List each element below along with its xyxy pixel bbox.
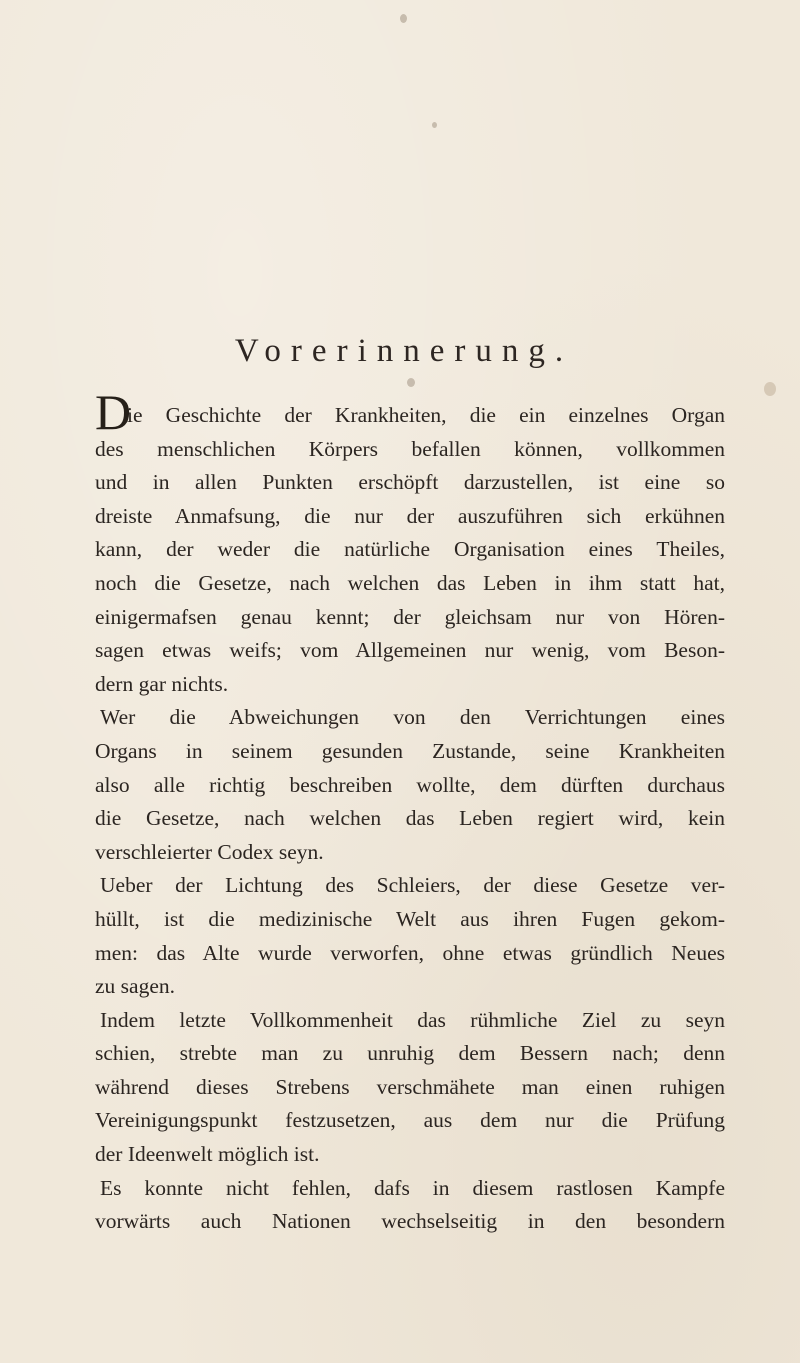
text-line: schien, strebte man zu unruhig dem Bessern nach; denn [95, 1041, 725, 1066]
text-line: einigermafsen genau kennt; der gleichsam nur von Hören- [95, 604, 725, 629]
text-line: während dieses Strebens verschmähete man einen ruhigen [95, 1074, 725, 1099]
text-line: Es konnte nicht fehlen, dafs in diesem rastlosen Kampfe [100, 1175, 725, 1200]
paper-stain [407, 378, 415, 387]
text-line: Indem letzte Vollkommenheit das rühmliche Ziel zu seyn [100, 1007, 725, 1032]
text-line: also alle richtig beschreiben wollte, dem dürften durchaus [95, 772, 725, 797]
text-line: des menschlichen Körpers befallen können, vollkommen [95, 436, 725, 461]
body-text [95, 384, 725, 1239]
text-line: Organs in seinem gesunden Zustande, seine Krankheiten [95, 738, 725, 763]
paper-stain [432, 122, 437, 128]
text-line: und in allen Punkten erschöpft darzustellen, ist eine so [95, 470, 725, 495]
text-line: dern gar nichts. [95, 671, 229, 696]
text-line [95, 384, 725, 440]
text-line: kann, der weder die natürliche Organisation eines Theiles, [95, 537, 725, 562]
text-line: verschleierter Codex seyn. [95, 839, 324, 864]
text-line: zu sagen. [95, 974, 175, 999]
text-line: der Ideenwelt möglich ist. [95, 1142, 320, 1167]
text-line: dreiste Anmafsung, die nur der auszuführen sich erkühnen [95, 503, 725, 528]
line-text: ie Geschichte der Krankheiten, die ein einzelnes Organ [127, 403, 725, 427]
paper-stain [764, 382, 776, 396]
page-title: Vorerinnerung. [234, 333, 574, 369]
text-line: die Gesetze, nach welchen das Leben regiert wird, kein [95, 806, 725, 831]
text-line: Ueber der Lichtung des Schleiers, der diese Gesetze ver- [100, 873, 725, 898]
text-line: Vereinigungspunkt festzusetzen, aus dem nur die Prüfung [95, 1108, 725, 1133]
text-line: hüllt, ist die medizinische Welt aus ihren Fugen gekom- [95, 906, 725, 931]
text-line: sagen etwas weifs; vom Allgemeinen nur wenig, vom Beson- [95, 638, 725, 663]
text-line: vorwärts auch Nationen wechselseitig in den besondern [95, 1209, 725, 1234]
text-line: Wer die Abweichungen von den Verrichtungen eines [100, 705, 725, 730]
text-line: noch die Gesetze, nach welchen das Leben in ihm statt hat, [95, 570, 725, 595]
paper-stain [400, 14, 407, 23]
drop-cap: D [95, 384, 132, 440]
text-line: men: das Alte wurde verworfen, ohne etwas gründlich Neues [95, 940, 725, 965]
